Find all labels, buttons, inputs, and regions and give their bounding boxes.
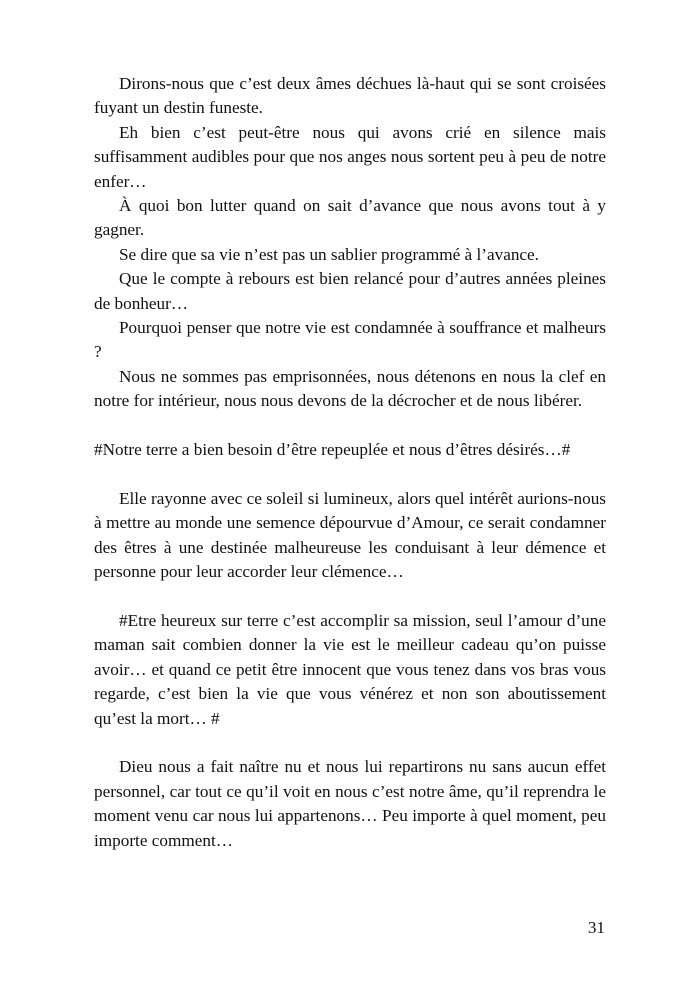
paragraph-spacer: [94, 414, 606, 438]
paragraph: Elle rayonne avec ce soleil si lumineux, alors quel intérêt aurions-nous à mettre au monde une semence dépourvue d’Amour, ce serait condamner des êtres à une destinée malheureuse les conduisant à leur démence et personne pour leur accorder leur clémence…: [94, 488, 606, 582]
paragraph: À quoi bon lutter quand on sait d’avance que nous avons tout à y gagner.: [94, 196, 606, 240]
page-body: [94, 72, 606, 853]
paragraph: Nous ne sommes pas emprisonnées, nous détenons en nous la clef en notre for intérieur, nous nous devons de la décrocher et de nous libérer.: [94, 366, 606, 411]
paragraph: Pourquoi penser que notre vie est condamnée à souffrance et malheurs ?: [94, 318, 606, 362]
paragraph: Que le compte à rebours est bien relancé pour d’autres années pleines de bonheur…: [94, 269, 606, 313]
paragraph: #Etre heureux sur terre c’est accomplir sa mission, seul l’amour d’une maman sait combien donner la vie est le meilleur cadeau qu’on puisse avoir… et quand ce petit être innocent que vous tenez dans vos bras vous regarde, c’est bien la vie que vous vénérez et non son aboutissement qu’est la mort… #: [94, 610, 606, 728]
highlighted-paragraph: #Notre terre a bien besoin d’être repeuplée et nous d’êtres désirés…#: [94, 440, 571, 460]
paragraph: Dirons-nous que c’est deux âmes déchues là-haut qui se sont croisées fuyant un destin funeste.: [94, 74, 606, 118]
paragraph: Dieu nous a fait naître nu et nous lui repartirons nu sans aucun effet personnel, car tout ce qu’il voit en nous c’est notre âme, qu’il reprendra le moment venu car nous lui appartenons… Peu importe à quel moment, peu importe comment…: [94, 757, 606, 850]
paragraph-spacer: [94, 585, 606, 609]
paragraph: Se dire que sa vie n’est pas un sablier programmé à l’avance.: [119, 244, 539, 264]
paragraph-spacer: [94, 731, 606, 755]
paragraph: Eh bien c’est peut-être nous qui avons crié en silence mais suffisamment audibles pour que nos anges nous sortent peu à peu de notre enfer…: [94, 122, 606, 191]
paragraph-spacer: [94, 462, 606, 486]
page-number: 31: [587, 918, 605, 937]
